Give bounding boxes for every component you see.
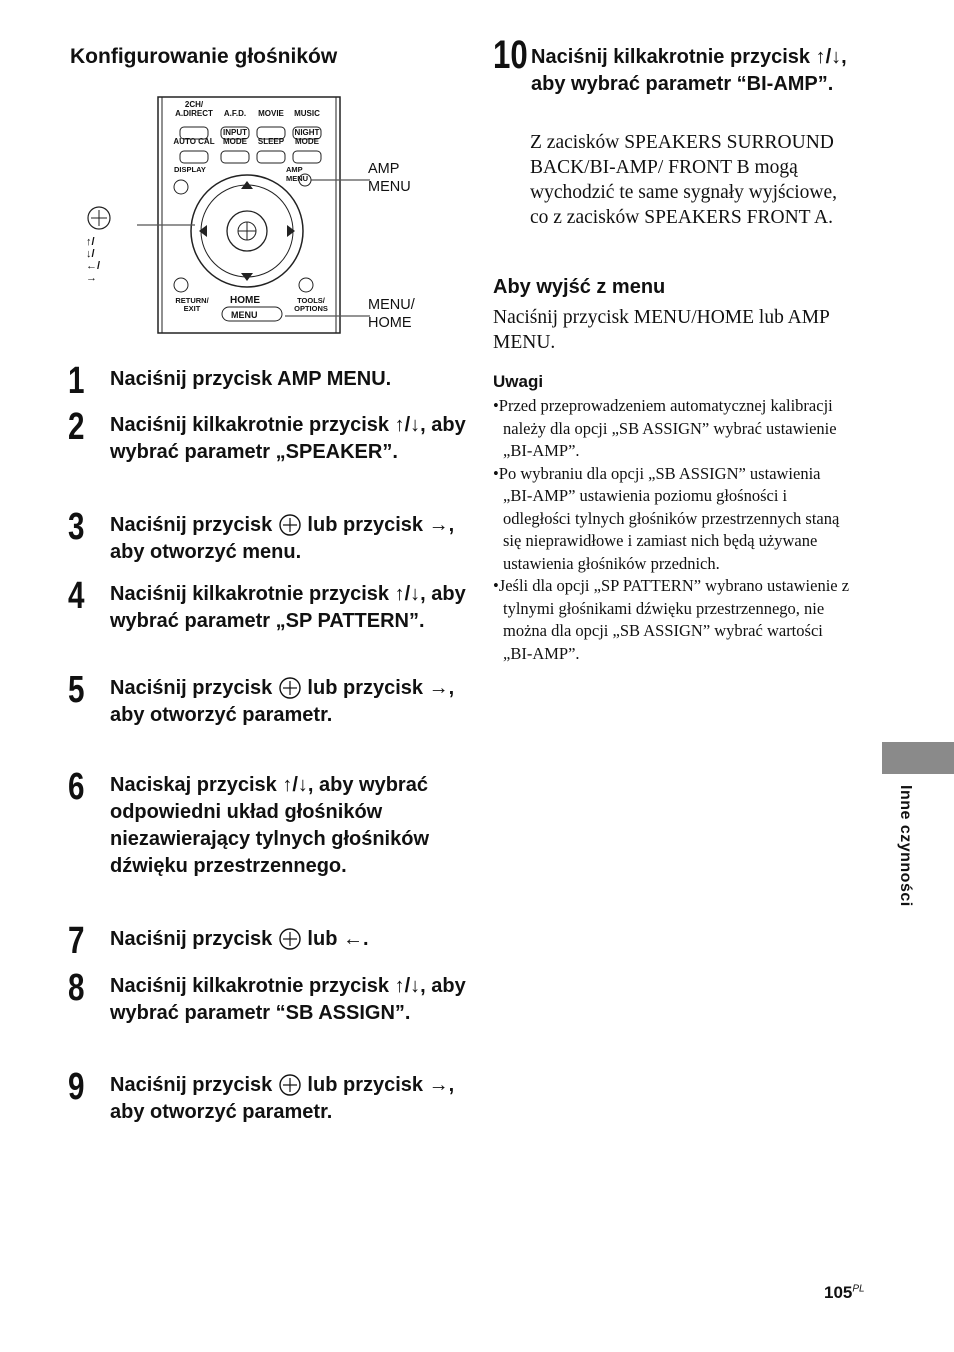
step-text-block <box>110 412 470 466</box>
btn-input-mode: INPUT MODE <box>223 128 247 146</box>
btn-menu: MENU <box>231 310 258 320</box>
step-text: , aby wybrać parametr „SPEAKER”. <box>110 414 466 463</box>
note-item: •Po wybraniu dla opcji „SB ASSIGN” ustawienia „BI-AMP” ustawienia poziomu głośności i odległości tylnych głośników przestrzennych staną się nieprawidłowe i zamiast nich będą używane ustawienia głośników przednich. <box>493 463 840 573</box>
step-text: lub <box>301 928 343 950</box>
remote-button <box>180 151 208 163</box>
arrow-icon: ← <box>342 928 363 950</box>
step-number: 5 <box>68 669 85 711</box>
notes-list <box>493 395 853 665</box>
remote-button <box>293 151 321 163</box>
arrow-icon: → <box>428 514 449 536</box>
enter-button-icon <box>278 928 302 950</box>
callout-arrows: ↑/↓/←/→ <box>86 236 101 284</box>
step-text: , aby otworzyć parametr. <box>110 1074 455 1123</box>
btn-movie: MOVIE <box>258 109 284 118</box>
enter-icon <box>278 513 302 537</box>
remote-button <box>257 151 285 163</box>
step-text: Naciśnij przycisk <box>110 1074 278 1096</box>
step-number: 2 <box>68 406 85 448</box>
step-text: , aby wybrać parametr „SP PATTERN”. <box>110 583 466 632</box>
arrow-icon: ↑/↓ <box>282 774 308 796</box>
step-number: 9 <box>68 1066 85 1108</box>
step-text: , aby wybrać parametr “SB ASSIGN”. <box>110 975 466 1024</box>
callout-amp-menu: AMP MENU <box>368 161 411 195</box>
note-item: •Jeśli dla opcji „SP PATTERN” wybrano ustawienie z tylnymi głośnikami dźwięku przestrzennego, nie można dla opcji „SB ASSIGN” wybrać wartości „BI-AMP”. <box>493 576 850 663</box>
step-text: lub przycisk <box>301 677 429 699</box>
step-text: , aby wybrać parametr “BI-AMP”. <box>531 46 847 95</box>
arrow-icon: ↑/↓ <box>394 583 421 605</box>
step-text: , aby otworzyć parametr. <box>110 677 455 726</box>
step-text: lub przycisk <box>301 1074 429 1096</box>
page-number: $105^{PL}$ <box>824 1283 865 1302</box>
arrow-icon: → <box>428 1074 449 1096</box>
step-text: Naciśnij kilkakrotnie przycisk <box>110 583 395 605</box>
side-tab <box>882 742 954 774</box>
step-number: 10 <box>493 33 528 77</box>
btn-tools-options: TOOLS/ OPTIONS <box>294 296 328 313</box>
btn-home: HOME <box>230 295 260 306</box>
arrow-icon: ↑/↓ <box>815 46 842 68</box>
step-number: 8 <box>68 967 85 1009</box>
step-10-body: Z zacisków SPEAKERS SURROUND BACK/BI-AMP/ FRONT B mogą wychodzić te same sygnały wyjściowe, co z zacisków SPEAKERS FRONT A. <box>530 132 838 228</box>
remote-button <box>221 151 249 163</box>
step-number: 4 <box>68 575 85 617</box>
step-text: Naciśnij kilkakrotnie przycisk <box>110 414 395 436</box>
btn-sleep: SLEEP <box>257 137 285 146</box>
step-text-block <box>110 926 470 953</box>
enter-button-icon <box>278 514 302 536</box>
btn-auto-cal: AUTO CAL <box>173 137 215 146</box>
btn-music: MUSIC <box>294 109 320 118</box>
enter-button-icon <box>278 1074 302 1096</box>
step-text-block <box>110 973 470 1027</box>
enter-icon <box>278 676 302 700</box>
btn-2ch-adirect: 2CH/ A.DIRECT <box>175 100 213 118</box>
step-text: lub przycisk <box>301 514 429 536</box>
arrow-icon: ↑/↓ <box>394 975 421 997</box>
step-text: , aby otworzyć menu. <box>110 514 455 563</box>
step-number: 7 <box>68 920 85 962</box>
btn-return-exit: RETURN/ EXIT <box>175 296 209 313</box>
arrow-icon: ↑/↓ <box>394 414 421 436</box>
note-item: •Przed przeprowadzeniem automatycznej kalibracji należy dla opcji „SB ASSIGN” wybrać ustawienie „BI-AMP”. <box>493 396 837 460</box>
step-text-block <box>110 581 470 635</box>
btn-amp-menu: AMP MENU <box>286 165 309 183</box>
step-text: Naciśnij przycisk <box>110 677 278 699</box>
enter-icon <box>278 927 302 951</box>
step-text-block <box>110 366 470 393</box>
step-text: Naciśnij przycisk <box>110 514 278 536</box>
step-10-heading <box>531 44 861 98</box>
step-text-block <box>110 1072 470 1126</box>
step-number: 3 <box>68 506 85 548</box>
step-text: Naciśnij przycisk AMP MENU. <box>110 368 392 390</box>
arrow-icon: → <box>428 677 449 699</box>
step-text: , aby wybrać odpowiedni układ głośników niezawierający tylnych głośników dźwięku przestrzennego. <box>110 774 430 877</box>
callout-menu-home: MENU/ HOME <box>368 297 415 331</box>
enter-icon <box>278 1073 302 1097</box>
step-number: 1 <box>68 360 85 402</box>
notes-title: Uwagi <box>493 372 544 391</box>
exit-menu-title: Aby wyjść z menu <box>493 276 666 298</box>
step-text-block <box>110 772 470 880</box>
exit-menu-body: Naciśnij przycisk MENU/HOME lub AMP MENU. <box>493 307 830 353</box>
btn-night-mode: NIGHT MODE <box>294 128 320 146</box>
step-text: Naciskaj przycisk <box>110 774 283 796</box>
step-text: . <box>362 928 369 950</box>
step-number: 6 <box>68 766 85 808</box>
enter-button-icon <box>278 677 302 699</box>
step-text: Naciśnij kilkakrotnie przycisk <box>110 975 395 997</box>
step-text-block <box>110 512 470 566</box>
step-text: Naciśnij kilkakrotnie przycisk <box>531 46 816 68</box>
btn-display: DISPLAY <box>174 165 206 174</box>
section-title: Konfigurowanie głośników <box>70 45 338 68</box>
step-text: Naciśnij przycisk <box>110 928 278 950</box>
step-text-block <box>110 675 470 729</box>
btn-afd: A.F.D. <box>223 109 247 118</box>
side-tab-label: Inne czynności <box>897 785 914 907</box>
